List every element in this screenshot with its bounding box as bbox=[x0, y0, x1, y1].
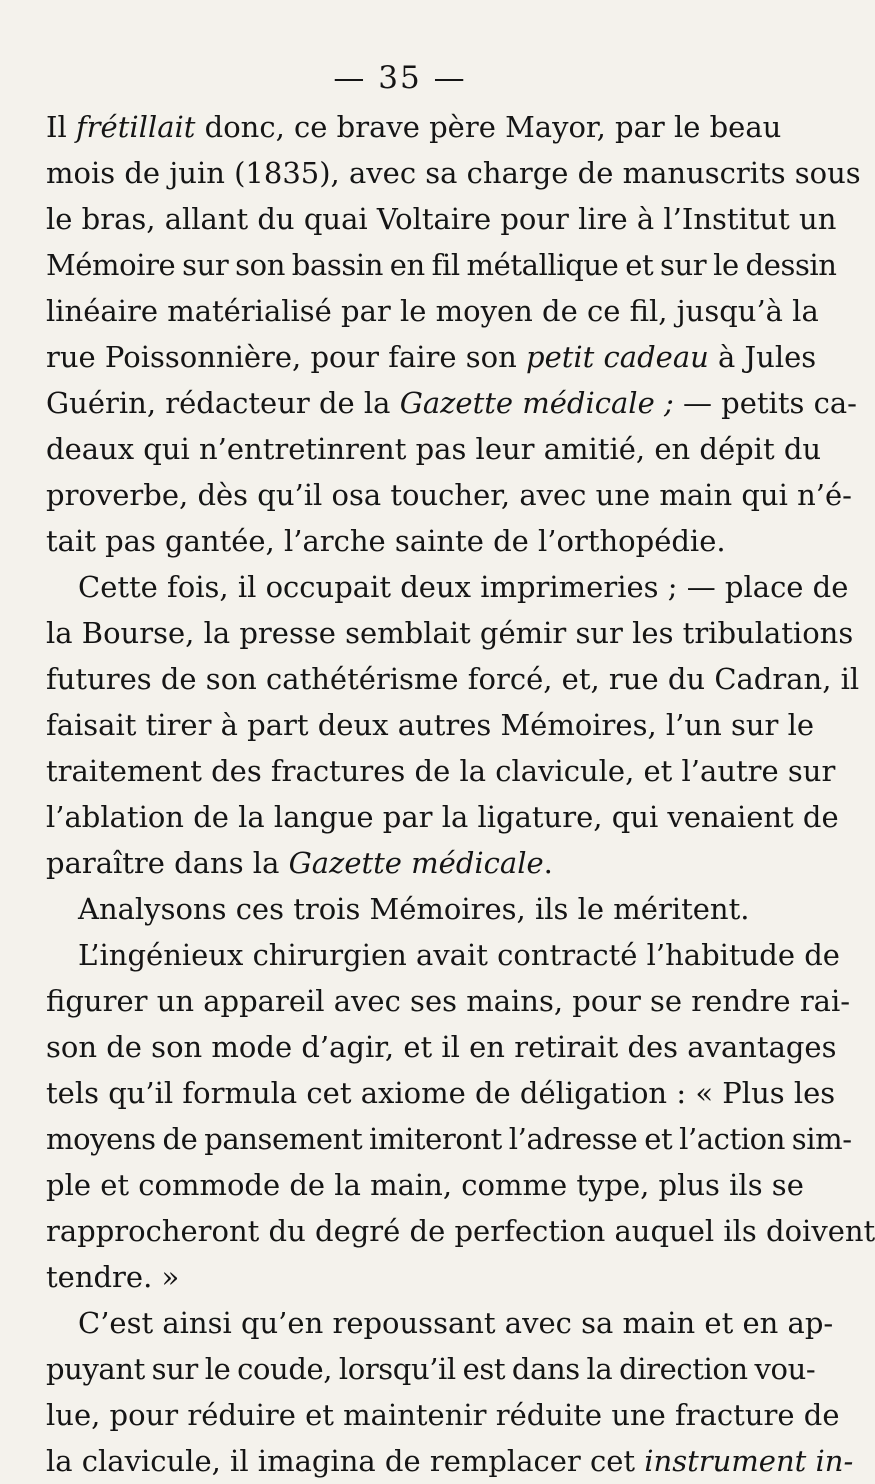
text-line bbox=[46, 564, 849, 610]
text-run: ple et commode de la main, comme type, plus ils se bbox=[46, 1168, 804, 1202]
text-run: . bbox=[543, 846, 553, 880]
text-run: L’ingénieux chirurgien avait contracté l’habitude de bbox=[78, 938, 840, 972]
text-run: Il bbox=[46, 110, 76, 144]
text-line bbox=[46, 1070, 836, 1116]
text-run: moyens de pansement imiteront l’adresse et l’action sim- bbox=[46, 1122, 852, 1156]
text-line bbox=[46, 380, 857, 426]
text-run: Cette fois, il occupait deux imprimeries ; — place de bbox=[78, 570, 849, 604]
text-line bbox=[46, 1024, 837, 1070]
text-line bbox=[46, 196, 837, 242]
text-run: mois de juin (1835), avec sa charge de manuscrits sous bbox=[46, 156, 861, 190]
text-run: tendre. » bbox=[46, 1260, 180, 1294]
text-run: la Bourse, la presse semblait gémir sur les tribulations bbox=[46, 616, 854, 650]
text-run: faisait tirer à part deux autres Mémoires, l’un sur le bbox=[46, 708, 815, 742]
text-line bbox=[46, 104, 782, 150]
text-line bbox=[46, 656, 860, 702]
text-line bbox=[46, 1300, 834, 1346]
text-run: proverbe, dès qu’il osa toucher, avec une main qui n’é- bbox=[46, 478, 852, 512]
text-line bbox=[46, 1116, 852, 1162]
text-run: rapprocheront du degré de perfection auquel ils doivent bbox=[46, 1214, 875, 1248]
text-run: deaux qui n’entretinrent pas leur amitié, en dépit du bbox=[46, 432, 822, 466]
text-run: futures de son cathétérisme forcé, et, rue du Cadran, il bbox=[46, 662, 860, 696]
text-run: lue, pour réduire et maintenir réduite une fracture de bbox=[46, 1398, 840, 1432]
text-line bbox=[46, 1438, 854, 1484]
text-run: l’ablation de la langue par la ligature, qui venaient de bbox=[46, 800, 839, 834]
page-number: — 35 — bbox=[333, 60, 467, 96]
italic-run: Gazette médicale bbox=[288, 846, 544, 880]
text-line bbox=[46, 932, 840, 978]
text-line bbox=[46, 1208, 875, 1254]
text-run: tait pas gantée, l’arche sainte de l’orthopédie. bbox=[46, 524, 726, 558]
text-run: Mémoire sur son bassin en fil métallique et sur le dessin bbox=[46, 248, 837, 282]
text-line bbox=[46, 1392, 840, 1438]
text-run: Analysons ces trois Mémoires, ils le méritent. bbox=[78, 892, 750, 926]
text-run: la clavicule, il imagina de remplacer cet bbox=[46, 1444, 645, 1478]
text-line bbox=[46, 288, 819, 334]
body-text bbox=[46, 104, 875, 1484]
text-line bbox=[46, 702, 815, 748]
text-run: paraître dans la bbox=[46, 846, 289, 880]
italic-run: petit cadeau bbox=[526, 340, 709, 374]
text-line bbox=[46, 1254, 758, 1300]
text-line bbox=[46, 794, 839, 840]
text-line bbox=[46, 150, 861, 196]
text-line bbox=[46, 610, 854, 656]
text-run: — petits ca- bbox=[673, 386, 857, 420]
text-run: figurer un appareil avec ses mains, pour se rendre rai- bbox=[46, 984, 851, 1018]
text-run: à Jules bbox=[708, 340, 817, 374]
italic-run: Gazette médicale ; bbox=[399, 386, 674, 420]
text-line bbox=[46, 242, 837, 288]
text-line bbox=[46, 518, 758, 564]
italic-run: frétillait bbox=[75, 110, 196, 144]
text-run: linéaire matérialisé par le moyen de ce fil, jusqu’à la bbox=[46, 294, 819, 328]
text-line bbox=[46, 1162, 804, 1208]
text-run: puyant sur le coude, lorsqu’il est dans la direction vou- bbox=[46, 1352, 816, 1386]
text-line bbox=[46, 886, 758, 932]
text-line bbox=[46, 472, 852, 518]
text-run: tels qu’il formula cet axiome de déligation : « Plus les bbox=[46, 1076, 836, 1110]
text-line bbox=[46, 1346, 816, 1392]
text-line bbox=[46, 334, 817, 380]
text-run: Guérin, rédacteur de la bbox=[46, 386, 400, 420]
text-run: traitement des fractures de la clavicule, et l’autre sur bbox=[46, 754, 836, 788]
text-line bbox=[46, 978, 851, 1024]
italic-run: instrument in- bbox=[644, 1444, 854, 1478]
text-run: le bras, allant du quai Voltaire pour lire à l’Institut un bbox=[46, 202, 837, 236]
text-line bbox=[46, 426, 822, 472]
text-run: son de son mode d’agir, et il en retirait des avantages bbox=[46, 1030, 837, 1064]
text-run: C’est ainsi qu’en repoussant avec sa main et en ap- bbox=[78, 1306, 834, 1340]
text-line bbox=[46, 748, 836, 794]
text-line bbox=[46, 840, 758, 886]
text-run: donc, ce brave père Mayor, par le beau bbox=[195, 110, 782, 144]
text-run: rue Poissonnière, pour faire son bbox=[46, 340, 527, 374]
